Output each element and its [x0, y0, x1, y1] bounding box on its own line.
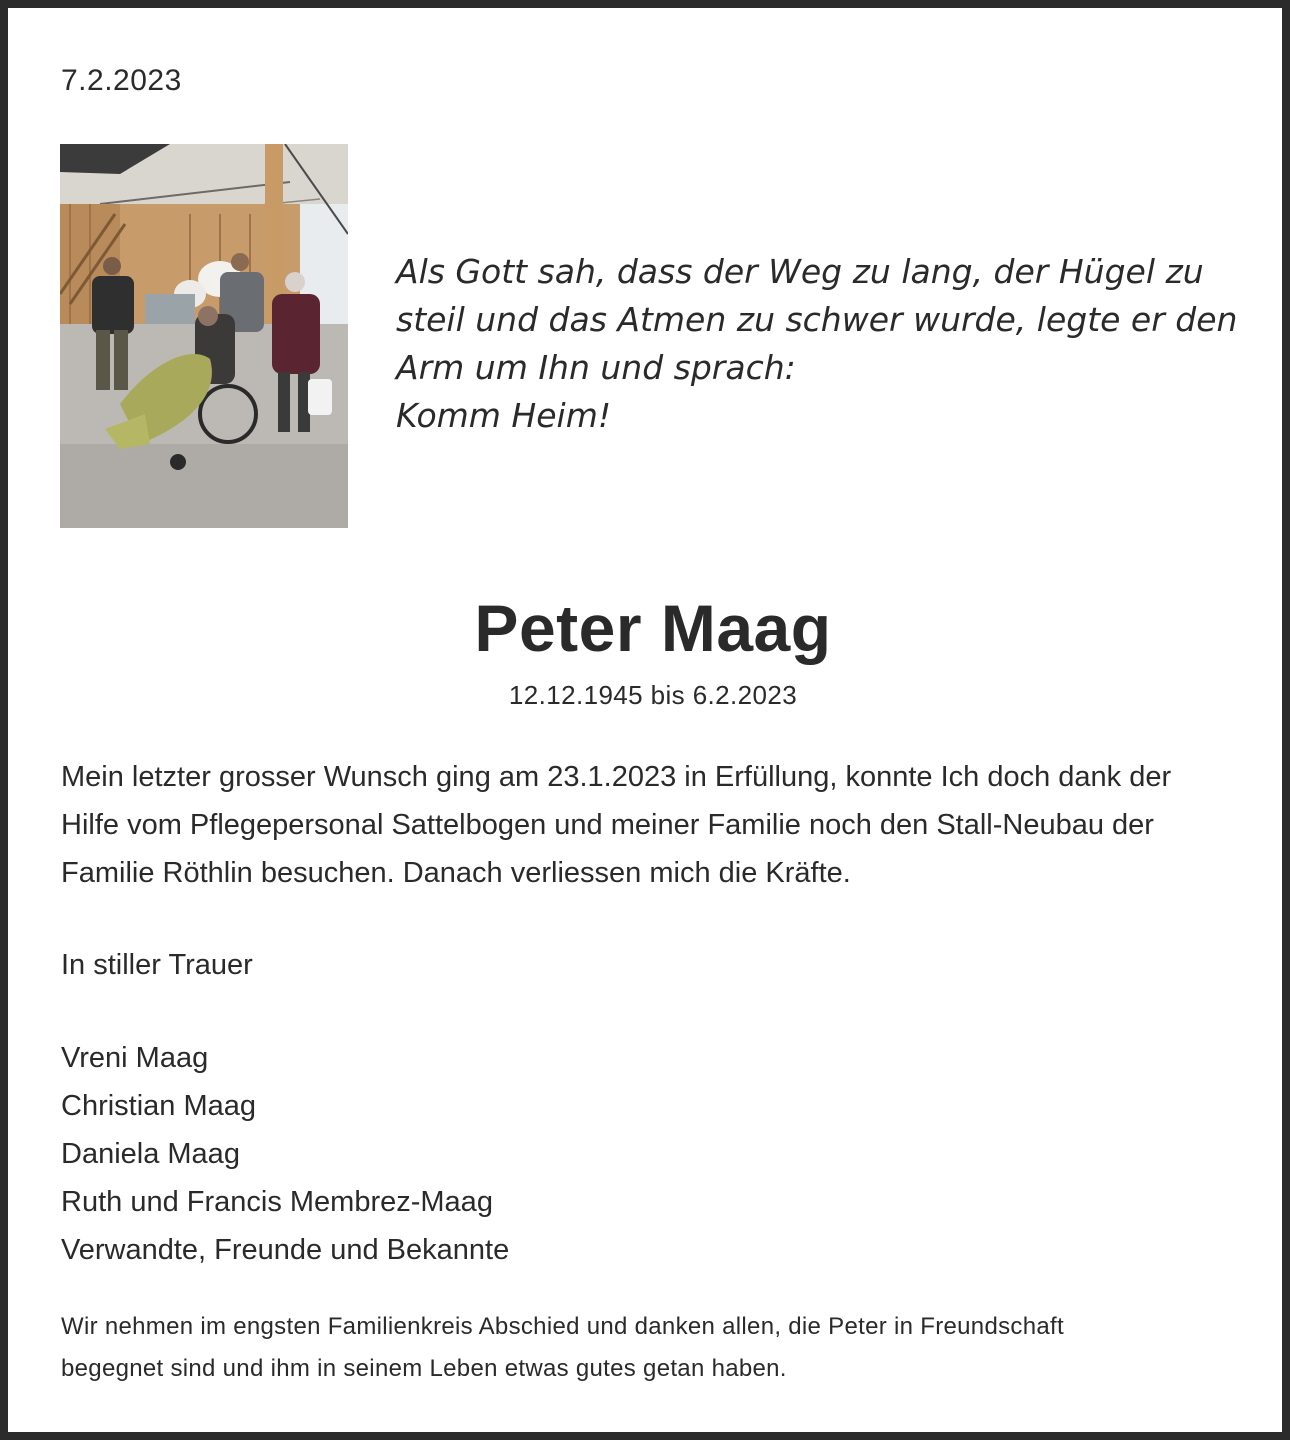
- last-wish-paragraph: [61, 753, 1261, 897]
- closing-note: [61, 1306, 1261, 1390]
- closing-line: Wir nehmen im engsten Familienkreis Abschied und danken allen, die Peter in Freundschaft: [61, 1313, 1064, 1340]
- lifespan-dates: 12.12.1945 bis 6.2.2023: [508, 680, 798, 710]
- signatory: Daniela Maag: [61, 1138, 240, 1170]
- closing-line: begegnet sind und ihm in seinem Leben etwas gutes getan haben.: [61, 1355, 787, 1382]
- quote-line: steil und das Atmen zu schwer wurde, legte er den: [396, 300, 1238, 339]
- paragraph-line: Hilfe vom Pflegepersonal Sattelbogen und meiner Familie noch den Stall-Neubau der: [61, 809, 1154, 841]
- signatory-list: [61, 1034, 509, 1274]
- deceased-name: Peter Maag: [474, 591, 832, 665]
- signatory: Ruth und Francis Membrez-Maag: [61, 1186, 493, 1218]
- memorial-quote: [396, 248, 1266, 440]
- memorial-photo: [60, 144, 348, 528]
- quote-line: Komm Heim!: [396, 396, 612, 435]
- quote-line: Arm um Ihn und sprach:: [396, 348, 796, 387]
- paragraph-line: Familie Röthlin besuchen. Danach verliessen mich die Kräfte.: [61, 857, 851, 889]
- paragraph-line: Mein letzter grosser Wunsch ging am 23.1.2023 in Erfüllung, konnte Ich doch dank der: [61, 761, 1172, 793]
- mourning-phrase: In stiller Trauer: [61, 949, 253, 981]
- signatory: Verwandte, Freunde und Bekannte: [61, 1234, 510, 1266]
- quote-line: Als Gott sah, dass der Weg zu lang, der Hügel zu: [396, 252, 1204, 291]
- publication-date: 7.2.2023: [61, 64, 182, 97]
- signatory: Christian Maag: [61, 1090, 257, 1122]
- signatory: Vreni Maag: [61, 1042, 209, 1074]
